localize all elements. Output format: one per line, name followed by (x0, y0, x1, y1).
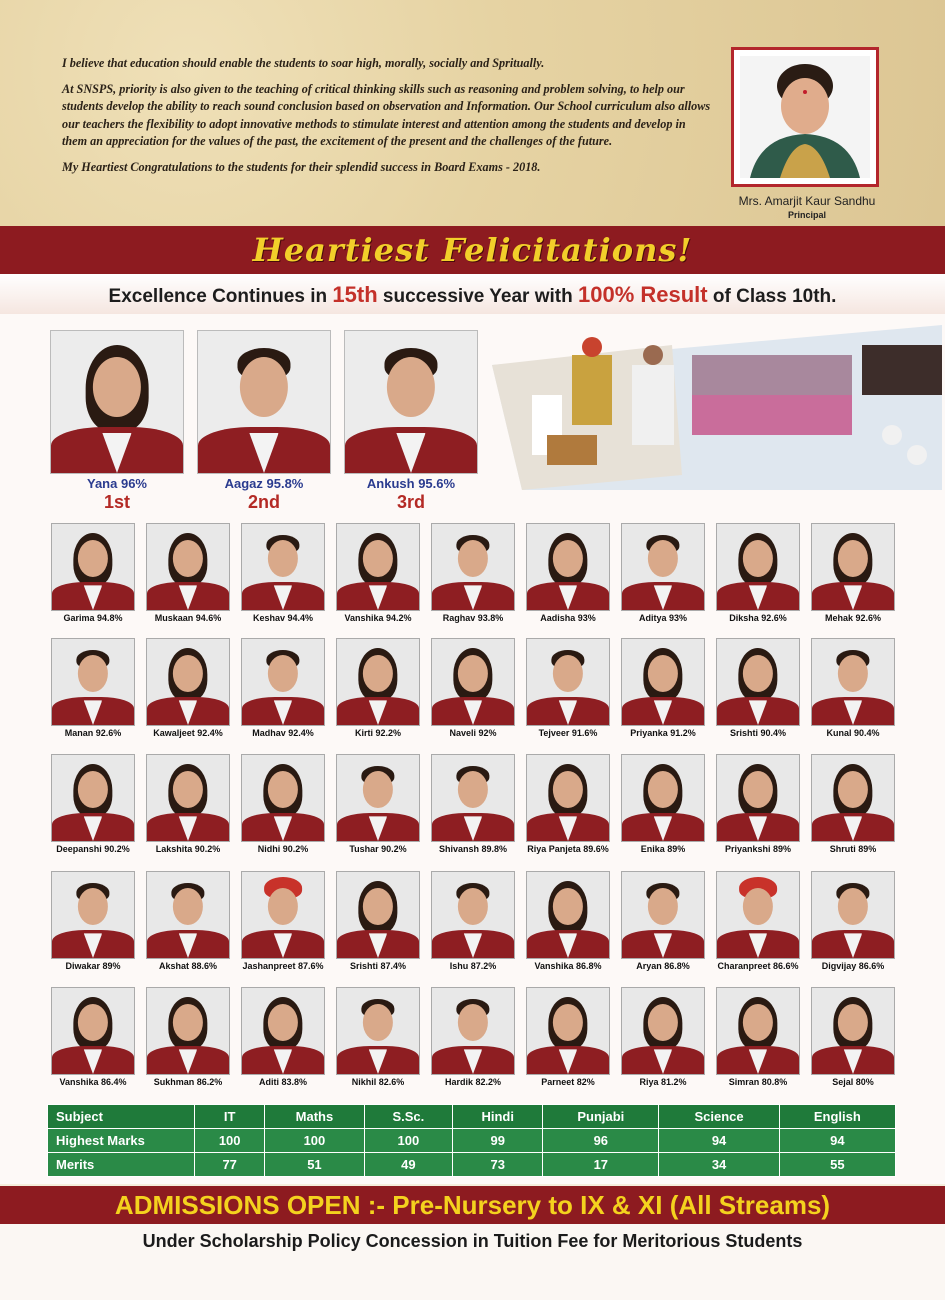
student-photo (526, 523, 610, 611)
student-photo (51, 523, 135, 611)
student-photo (146, 987, 230, 1075)
student-photo (621, 754, 705, 842)
student-photo (621, 638, 705, 726)
topper-rank: 1st (103, 492, 130, 512)
student-photo (146, 871, 230, 959)
felicitations-heading: Heartiest Felicitations! (252, 231, 693, 269)
student-photo (336, 523, 420, 611)
topper-rank: 2nd (247, 492, 280, 512)
principal-name: Mrs. Amarjit Kaur Sandhu (738, 194, 876, 208)
student-photo (716, 523, 800, 611)
marks-table (47, 1104, 896, 1177)
portrait-face (838, 655, 868, 692)
student-name-score: Muskaan 94.6% (154, 613, 222, 623)
student-name-score: Parneet 82% (541, 1077, 595, 1087)
portrait-face (268, 888, 298, 925)
portrait-face (78, 1004, 108, 1041)
marks-cell: 17 (543, 1153, 659, 1177)
portrait-face (553, 888, 583, 925)
student-photo (431, 638, 515, 726)
student-photo (526, 638, 610, 726)
student-name-score: Nidhi 90.2% (257, 844, 309, 854)
portrait-face (173, 771, 203, 808)
portrait-face (240, 357, 288, 417)
marks-cell: 49 (364, 1153, 453, 1177)
student-name-score: Nikhil 82.6% (351, 1077, 405, 1087)
topper-name-score: Ankush 95.6% (366, 476, 456, 491)
student-photo (241, 871, 325, 959)
marks-row-label: Highest Marks (48, 1129, 195, 1153)
student-name-score: Ishu 87.2% (449, 961, 497, 971)
student-photo (716, 754, 800, 842)
portrait-face (458, 771, 488, 808)
student-photo (51, 871, 135, 959)
student-photo (431, 987, 515, 1075)
portrait-face (173, 1004, 203, 1041)
student-photo (51, 754, 135, 842)
portrait-face (648, 888, 678, 925)
admissions-text: ADMISSIONS OPEN :- Pre-Nursery to IX & XI (All Streams) (114, 1190, 831, 1220)
marks-header-row (48, 1105, 896, 1129)
school-event-collage (492, 325, 942, 490)
topper-photo (50, 330, 184, 474)
student-name-score: Hardik 82.2% (444, 1077, 502, 1087)
student-name-score: Kirti 92.2% (354, 728, 402, 738)
student-photo (241, 754, 325, 842)
student-photo (621, 523, 705, 611)
marks-cell: 94 (779, 1129, 895, 1153)
portrait-face (553, 540, 583, 577)
subline-highlight-years: 15th (332, 282, 378, 307)
principal-photo-frame (731, 47, 879, 187)
topper-rank: 3rd (396, 492, 425, 512)
student-photo (621, 871, 705, 959)
portrait-face (363, 655, 393, 692)
marks-cell: IT (195, 1105, 265, 1129)
portrait-face (363, 1004, 393, 1041)
student-photo (336, 871, 420, 959)
topper-name-score: Aagaz 95.8% (224, 476, 304, 491)
student-name-score: Aditi 83.8% (258, 1077, 307, 1087)
portrait-face (363, 540, 393, 577)
subline-highlight-result: 100% Result (577, 282, 708, 307)
student-name-score: Diwakar 89% (65, 961, 121, 971)
excellence-banner (0, 274, 945, 314)
portrait-face (743, 1004, 773, 1041)
marks-cell: 77 (195, 1153, 265, 1177)
marks-cell: 100 (364, 1129, 453, 1153)
student-photo (146, 754, 230, 842)
student-name-score: Riya 81.2% (639, 1077, 687, 1087)
student-name-score: Vanshika 86.8% (534, 961, 602, 971)
student-name-score: Jashanpreet 87.6% (242, 961, 324, 971)
portrait-face (78, 655, 108, 692)
student-photo (526, 871, 610, 959)
student-name-score: Deepanshi 90.2% (56, 844, 130, 854)
portrait-face (743, 540, 773, 577)
student-name-score: Kawaljeet 92.4% (153, 728, 223, 738)
student-name-score: Vanshika 94.2% (344, 613, 412, 623)
student-photo (431, 754, 515, 842)
marks-cell: 99 (453, 1129, 543, 1153)
student-name-score: Vanshika 86.4% (59, 1077, 127, 1087)
student-photo (431, 523, 515, 611)
portrait-face (78, 540, 108, 577)
subline-part: of Class 10th. (707, 286, 837, 307)
student-photo (336, 638, 420, 726)
subline-part: Excellence Continues in (108, 286, 333, 307)
marks-row-label: Merits (48, 1153, 195, 1177)
student-photo (811, 987, 895, 1075)
student-photo (811, 523, 895, 611)
message-paragraph-1: I believe that education should enable the students to soar high, morally, socially and Spritually. (62, 56, 545, 70)
marks-row-label: Subject (48, 1105, 195, 1129)
marks-cell: 100 (195, 1129, 265, 1153)
portrait-face (838, 540, 868, 577)
student-photo (811, 754, 895, 842)
student-name-score: Shivansh 89.8% (438, 844, 508, 854)
portrait-face (743, 771, 773, 808)
student-name-score: Naveli 92% (449, 728, 497, 738)
student-name-score: Simran 80.8% (728, 1077, 788, 1087)
student-photo (811, 871, 895, 959)
portrait-face (78, 888, 108, 925)
portrait-face (648, 1004, 678, 1041)
marks-cell: Science (659, 1105, 779, 1129)
student-name-score: Akshat 88.6% (158, 961, 218, 971)
portrait-face (553, 655, 583, 692)
student-photo (716, 987, 800, 1075)
student-name-score: Enika 89% (640, 844, 686, 854)
marks-cell: Maths (265, 1105, 364, 1129)
portrait-face (363, 888, 393, 925)
student-name-score: Aryan 86.8% (636, 961, 690, 971)
student-name-score: Shruti 89% (829, 844, 877, 854)
student-name-score: Aadisha 93% (540, 613, 596, 623)
portrait-face (553, 1004, 583, 1041)
principal-message (62, 55, 712, 184)
portrait-face (78, 771, 108, 808)
felicitations-banner (0, 226, 945, 274)
topper-photo (344, 330, 478, 474)
marks-cell: English (779, 1105, 895, 1129)
scholarship-text: Under Scholarship Policy Concession in Tuition Fee for Meritorious Students (142, 1231, 803, 1251)
portrait-face (648, 655, 678, 692)
marks-cell: 55 (779, 1153, 895, 1177)
student-name-score: Garima 94.8% (63, 613, 123, 623)
principal-message-panel (0, 0, 945, 226)
student-photo (811, 638, 895, 726)
student-name-score: Sejal 80% (832, 1077, 874, 1087)
student-photo (621, 987, 705, 1075)
student-name-score: Manan 92.6% (64, 728, 122, 738)
student-photo (241, 638, 325, 726)
portrait-face (648, 540, 678, 577)
student-photo (716, 638, 800, 726)
student-name-score: Sukhman 86.2% (153, 1077, 223, 1087)
marks-cell: Hindi (453, 1105, 543, 1129)
portrait-face (458, 1004, 488, 1041)
portrait-face (458, 888, 488, 925)
portrait-face (387, 357, 435, 417)
marks-row (48, 1153, 896, 1177)
portrait-face (173, 540, 203, 577)
topper-name-score: Yana 96% (87, 476, 147, 491)
principal-title: Principal (787, 210, 826, 220)
student-name-score: Tushar 90.2% (349, 844, 407, 854)
subline-part: successive Year with (377, 286, 578, 307)
portrait-face (743, 655, 773, 692)
student-name-score: Priyankshi 89% (724, 844, 792, 854)
excellence-text (0, 274, 945, 318)
portrait-face (173, 888, 203, 925)
student-name-score: Aditya 93% (638, 613, 688, 623)
portrait-face (743, 888, 773, 925)
portrait-face (363, 771, 393, 808)
student-name-score: Srishti 90.4% (729, 728, 787, 738)
marks-cell: S.Sc. (364, 1105, 453, 1129)
portrait-face (838, 888, 868, 925)
student-photo (51, 987, 135, 1075)
student-photo (146, 523, 230, 611)
portrait-face (268, 540, 298, 577)
principal-photo (740, 56, 870, 178)
message-paragraph-3: My Heartiest Congratulations to the students for their splendid success in Board Exams - 2018. (62, 159, 541, 174)
marks-row (48, 1129, 896, 1153)
marks-cell: 73 (453, 1153, 543, 1177)
student-name-score: Kunal 90.4% (826, 728, 880, 738)
marks-cell: 51 (265, 1153, 364, 1177)
portrait-face (268, 655, 298, 692)
portrait-face (268, 771, 298, 808)
portrait-face (173, 655, 203, 692)
portrait-face (838, 1004, 868, 1041)
student-name-score: Riya Panjeta 89.6% (527, 844, 609, 854)
portrait-face (648, 771, 678, 808)
portrait-face (553, 771, 583, 808)
student-name-score: Priyanka 91.2% (630, 728, 696, 738)
portrait-face (458, 540, 488, 577)
marks-cell: 96 (543, 1129, 659, 1153)
student-name-score: Diksha 92.6% (729, 613, 787, 623)
student-photo (146, 638, 230, 726)
topper-photo (197, 330, 331, 474)
student-photo (716, 871, 800, 959)
student-photo (336, 754, 420, 842)
marks-cell: 100 (265, 1129, 364, 1153)
student-photo (51, 638, 135, 726)
portrait-face (458, 655, 488, 692)
student-photo (526, 987, 610, 1075)
marks-cell: 94 (659, 1129, 779, 1153)
student-name-score: Tejveer 91.6% (538, 728, 598, 738)
student-photo (241, 987, 325, 1075)
admissions-banner (0, 1186, 945, 1224)
student-photo (526, 754, 610, 842)
portrait-face (838, 771, 868, 808)
marks-cell: Punjabi (543, 1105, 659, 1129)
student-photo (336, 987, 420, 1075)
message-paragraph-2: At SNSPS, priority is also given to the teaching of critical thinking skills such as reasoning and problem solving, to help our students develop the ability to reach sound conclusion based on observation and Information. Our School curriculum also allows our teachers the flexibility to adopt innovative methods to stimulate interest and attention among the students and develop in them an appreciation for the values of the past, the excitement of the present and the challenges of the future. (62, 81, 711, 148)
student-name-score: Madhav 92.4% (252, 728, 314, 738)
student-name-score: Raghav 93.8% (442, 613, 504, 623)
portrait-face (268, 1004, 298, 1041)
student-photo (241, 523, 325, 611)
student-name-score: Mehak 92.6% (824, 613, 882, 623)
student-name-score: Digvijay 86.6% (821, 961, 885, 971)
scholarship-banner (0, 1224, 945, 1300)
marks-cell: 34 (659, 1153, 779, 1177)
student-photo (431, 871, 515, 959)
student-name-score: Keshav 94.4% (252, 613, 314, 623)
student-name-score: Srishti 87.4% (349, 961, 407, 971)
student-name-score: Charanpreet 86.6% (717, 961, 799, 971)
student-name-score: Lakshita 90.2% (155, 844, 221, 854)
